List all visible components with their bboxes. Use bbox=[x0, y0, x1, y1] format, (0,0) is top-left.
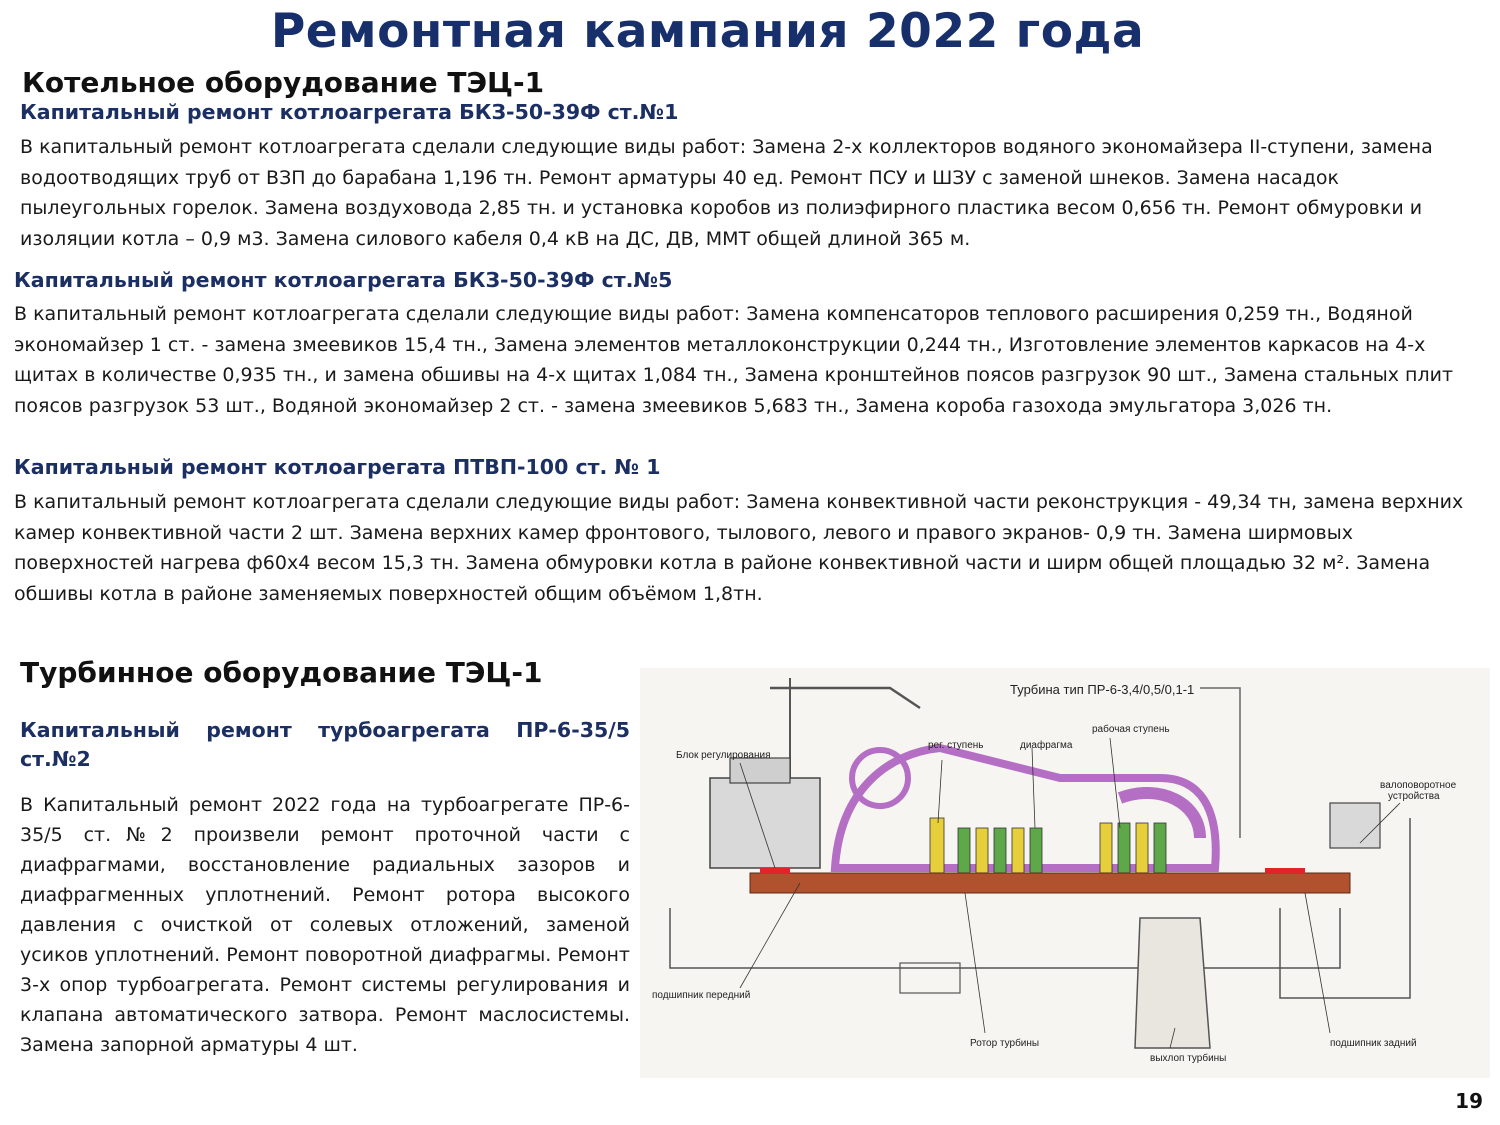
rotor-shaft bbox=[750, 873, 1350, 893]
turbine-text: В Капитальный ремонт 2022 года на турбоагрегате ПР-6-35/5 ст.№2 произвели ремонт проточной части с диафрагмами, восстановление радиальных зазоров и диафрагменных уплотнений. Ремонт ротора высокого давления с очисткой от солевых отложений, заменой усиков уплотнений. Ремонт поворотной диафрагмы. Ремонт 3-х опор турбоагрегата. Ремонт системы регулирования и клапана автоматического затвора. Ремонт маслосистемы. Замена запорной арматуры 4 шт. bbox=[20, 794, 630, 1056]
label-work-stage: рабочая ступень bbox=[1092, 724, 1170, 735]
turbine-title-line1: Капитальный ремонт турбоагрегата ПР-6-35/5 bbox=[20, 718, 630, 742]
turbine-title-line2: ст.№2 bbox=[20, 747, 91, 771]
control-block bbox=[710, 778, 820, 868]
label-diaphragm: диафрагма bbox=[1020, 740, 1073, 751]
page-number: 19 bbox=[1455, 1089, 1483, 1113]
label-front-bearing: подшипник передний bbox=[652, 990, 751, 1001]
ptvp-boiler-text: В капитальный ремонт котлоагрегата сделали следующие виды работ: Замена конвективной части реконструкция - 49,34 тн, замена верхних камер конвективной части 2 шт. Замена верхних камер фронтового, тылового, левого и правого экранов- 0,9 тн. Замена ширмовых поверхностей нагрева ф60х4 весом 15,3 тн. Замена обмуровки котла в районе конвективной части и ширм общей площадью 32 м². Замена обшивы котла в районе заменяемых поверхностей общим объёмом 1,8тн. bbox=[14, 491, 1464, 605]
exhaust-outline bbox=[1135, 918, 1210, 1048]
boiler-1-title: Капитальный ремонт котлоагрегата БКЗ-50-39Ф ст.№1 bbox=[20, 100, 679, 124]
page-title: Ремонтная кампания 2022 года bbox=[270, 4, 1145, 59]
turbine-section-heading: Турбинное оборудование ТЭЦ-1 bbox=[20, 656, 543, 689]
label-reg-stage: рег. ступень bbox=[928, 740, 984, 751]
turning-device bbox=[1330, 803, 1380, 848]
label-turning-device-2: устройства bbox=[1388, 791, 1440, 802]
ptvp-boiler-title: Капитальный ремонт котлоагрегата ПТВП-100 ст. № 1 bbox=[14, 455, 661, 479]
rear-seal bbox=[1265, 868, 1305, 874]
label-exhaust: выхлоп турбины bbox=[1150, 1053, 1227, 1064]
control-block-top bbox=[730, 758, 790, 783]
boiler-5-text: В капитальный ремонт котлоагрегата сделали следующие виды работ: Замена компенсаторов теплового расширения 0,259 тн., Водяной экономайзер 1 ст. - замена змеевиков 15,4 тн., Замена элементов металлоконструкции 0,244 тн., Изготовление элементов каркасов на 4-х щитах в количестве 0,935 тн., и замена обшивы на 4-х щитах 1,084 тн., Замена кронштейнов поясов разгрузок 90 шт., Замена стальных плит поясов разгрузок 53 шт., Водяной экономайзер 2 ст. - замена змеевиков 5,683 тн., Замена короба газохода эмульгатора 3,026 тн. bbox=[14, 303, 1454, 417]
front-seal bbox=[760, 868, 790, 874]
label-turning-device-1: валоповоротное bbox=[1380, 780, 1457, 791]
boiler-1-text: В капитальный ремонт котлоагрегата сделали следующие виды работ: Замена 2-х коллекторов водяного экономайзера II-ступени, замена водоотводящих труб от ВЗП до барабана 1,196 тн. Ремонт арматуры 40 ед. Ремонт ПСУ и ШЗУ с заменой шнеков. Замена насадок пылеугольных горелок. Замена воздуховода 2,85 тн. и установка коробов из полиэфирного пластика весом 0,656 тн. Ремонт обмуровки и изоляции котла – 0,9 м3. Замена силового кабеля 0,4 кВ на ДС, ДВ, ММТ общей длиной 365 м. bbox=[20, 136, 1433, 250]
label-rotor: Ротор турбины bbox=[970, 1038, 1040, 1049]
boiler-5-title: Капитальный ремонт котлоагрегата БКЗ-50-39Ф ст.№5 bbox=[14, 268, 673, 292]
boiler-section-heading: Котельное оборудование ТЭЦ-1 bbox=[22, 66, 545, 99]
label-control-block: Блок регулирования bbox=[676, 750, 771, 761]
turbine-diagram bbox=[640, 668, 1490, 1078]
label-rear-bearing: подшипник задний bbox=[1330, 1038, 1417, 1049]
diagram-title: Турбина тип ПР-6-3,4/0,5/0,1-1 bbox=[1010, 682, 1195, 697]
